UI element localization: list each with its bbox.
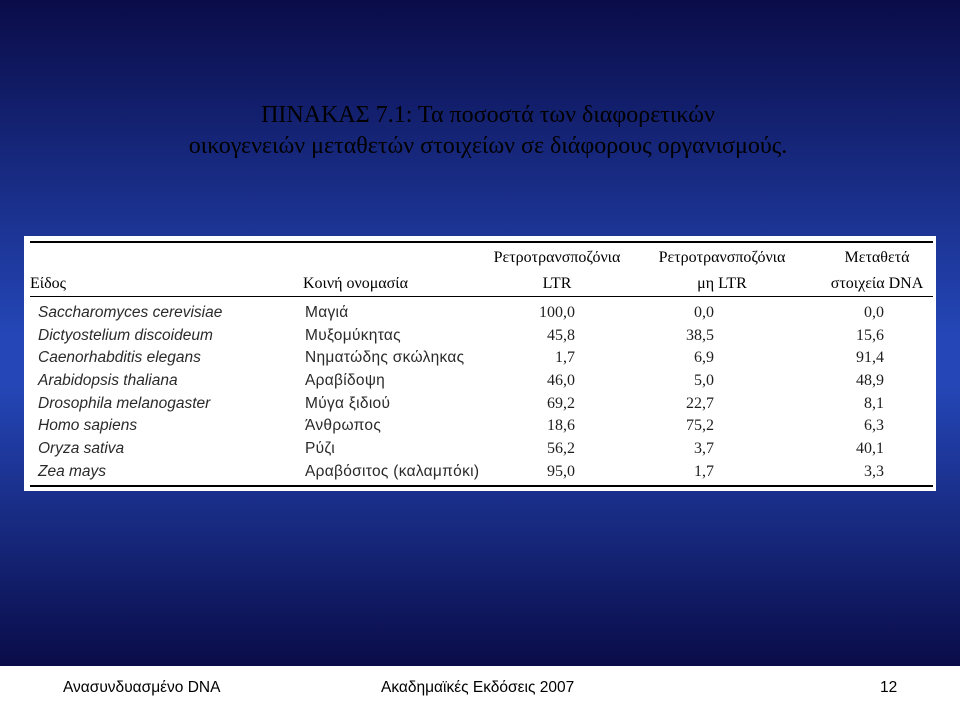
common-name-cell: Αραβόσιτος (καλαμπόκι)	[305, 462, 480, 480]
table-bottom-rule	[30, 485, 933, 487]
dna-transposon-value: 91,4	[856, 349, 884, 367]
header-common-name: Κοινή ονομασία	[303, 275, 408, 292]
common-name-cell: Νηματώδης σκώληκας	[305, 349, 465, 367]
title-line-1: ΠΙΝΑΚΑΣ 7.1: Τα ποσοστά των διαφορετικών	[261, 102, 715, 128]
ltr-value: 1,7	[555, 349, 575, 367]
title-line-2: οικογενειών μεταθετών στοιχείων σε διάφορους οργανισμούς.	[188, 133, 788, 159]
non-ltr-value: 5,0	[694, 372, 714, 390]
table-row	[24, 370, 936, 393]
table-row	[24, 325, 936, 348]
header-dna-line-2: στοιχεία DNA	[830, 275, 924, 292]
dna-transposon-value: 48,9	[856, 372, 884, 390]
ltr-value: 69,2	[547, 394, 575, 412]
species-cell: Drosophila melanogaster	[38, 394, 211, 412]
dna-transposon-value: 3,3	[864, 462, 884, 480]
header-divider	[30, 296, 933, 297]
table-top-rule	[30, 241, 933, 243]
species-cell: Oryza sativa	[38, 440, 125, 458]
species-cell: Dictyostelium discoideum	[38, 326, 213, 344]
table-row	[24, 461, 936, 484]
table-row	[24, 415, 936, 438]
non-ltr-value: 6,9	[694, 349, 714, 367]
footer-publisher: Ακαδημαϊκές Εκδόσεις 2007	[381, 679, 575, 696]
non-ltr-value: 0,0	[694, 304, 714, 321]
non-ltr-value: 75,2	[686, 417, 714, 435]
species-cell: Saccharomyces cerevisiae	[38, 304, 223, 321]
common-name-cell: Ρύζι	[305, 440, 336, 458]
header-ltr-retrotransposons	[477, 245, 637, 297]
common-name-cell: Μαγιά	[305, 304, 349, 321]
header-species: Είδος	[30, 275, 66, 292]
header-dna-transposons	[819, 245, 935, 297]
ltr-value: 18,6	[547, 417, 575, 435]
common-name-cell: Μυξομύκητας	[305, 326, 401, 344]
data-table	[24, 236, 936, 491]
dna-transposon-value: 6,3	[864, 417, 884, 435]
ltr-value: 95,0	[547, 462, 575, 480]
table-row	[24, 438, 936, 461]
header-ltr-line-2: LTR	[542, 275, 572, 292]
footer-book-title: Ανασυνδυασμένο DNA	[63, 679, 221, 696]
non-ltr-value: 22,7	[686, 394, 714, 412]
non-ltr-value: 3,7	[694, 440, 714, 458]
table-body	[24, 302, 936, 484]
ltr-value: 46,0	[547, 372, 575, 390]
dna-transposon-value: 15,6	[856, 326, 884, 344]
header-ltr-line-1: Ρετροτρανσποζόνια	[493, 249, 621, 266]
footer	[0, 666, 960, 716]
dna-transposon-value: 8,1	[864, 394, 884, 412]
header-non-ltr-retrotransposons	[642, 245, 802, 297]
table-row	[24, 302, 936, 325]
slide-title	[16, 100, 960, 162]
header-dna-line-1: Μεταθετά	[844, 249, 910, 266]
non-ltr-value: 1,7	[694, 462, 714, 480]
species-cell: Arabidopsis thaliana	[38, 372, 178, 390]
common-name-cell: Αραβίδοψη	[305, 372, 386, 390]
species-cell: Zea mays	[38, 462, 107, 480]
page-number: 12	[880, 679, 898, 696]
species-cell: Caenorhabditis elegans	[38, 349, 201, 367]
dna-transposon-value: 40,1	[856, 440, 884, 458]
non-ltr-value: 38,5	[686, 326, 714, 344]
header-non-ltr-line-1: Ρετροτρανσποζόνια	[658, 249, 786, 266]
ltr-value: 45,8	[547, 326, 575, 344]
ltr-value: 100,0	[539, 304, 575, 321]
header-non-ltr-line-2: μη LTR	[697, 275, 747, 292]
table-header-row	[24, 245, 936, 297]
common-name-cell: Άνθρωπος	[305, 417, 382, 435]
table-row	[24, 347, 936, 370]
dna-transposon-value: 0,0	[864, 304, 884, 321]
table-row	[24, 393, 936, 416]
common-name-cell: Μύγα ξιδιού	[305, 394, 391, 412]
ltr-value: 56,2	[547, 440, 575, 458]
species-cell: Homo sapiens	[38, 417, 138, 435]
